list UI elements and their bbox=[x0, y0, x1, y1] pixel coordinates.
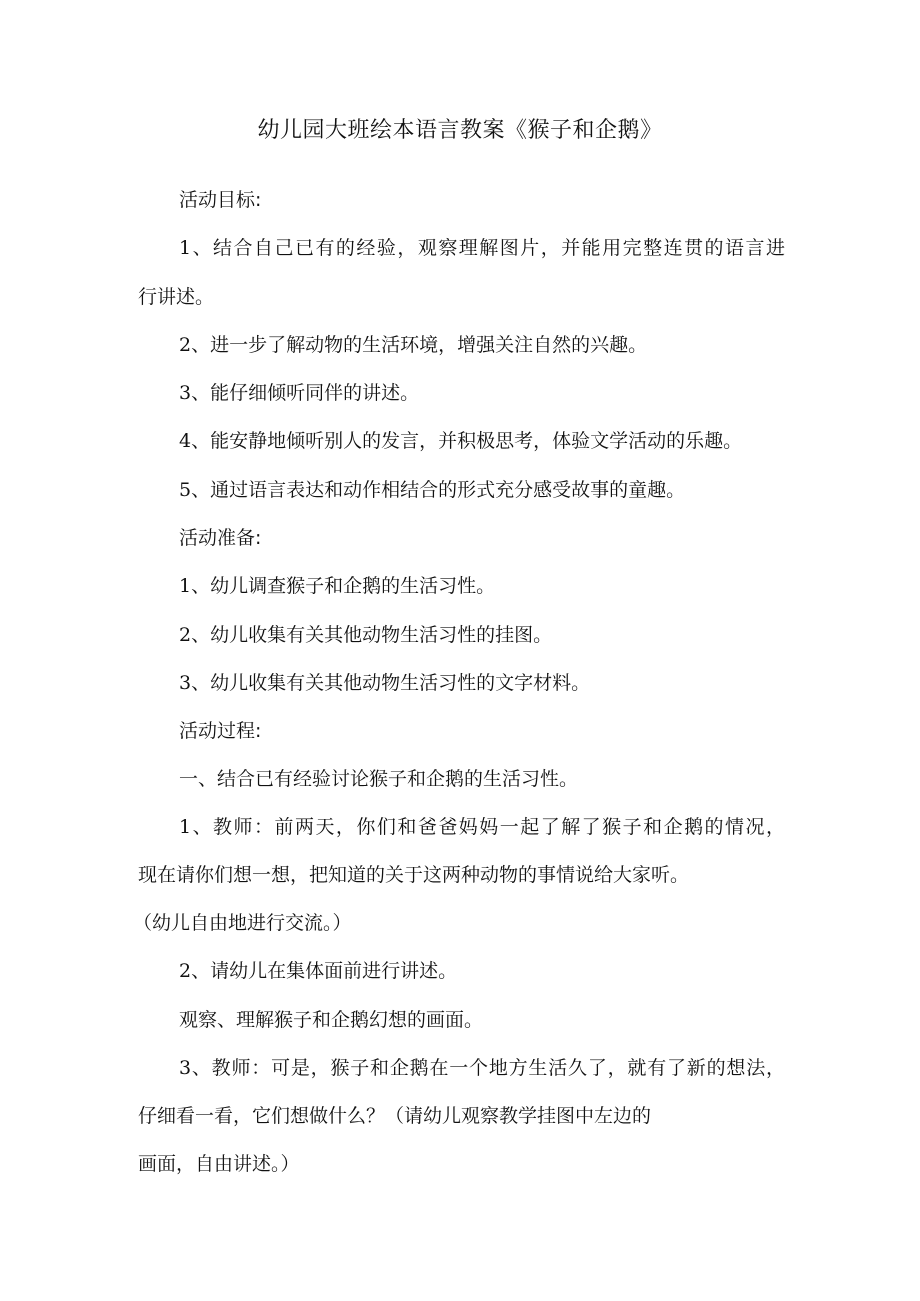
process-paragraph-1-line-2: 现在请你们想一想，把知道的关于这两种动物的事情说给大家听。 bbox=[138, 864, 690, 886]
process-heading: 活动过程: bbox=[179, 720, 262, 742]
process-paragraph-1-line-3: （幼儿自由地进行交流。） bbox=[133, 912, 352, 934]
process-paragraph-4-line-3: 画面，自由讲述。） bbox=[138, 1153, 300, 1175]
goal-1-line-1: 1、结合自己已有的经验，观察理解图片，并能用完整连贯的语言进 bbox=[179, 237, 785, 259]
process-paragraph-1-line-1: 1、教师：前两天，你们和爸爸妈妈一起了解了猴子和企鹅的情况， bbox=[179, 816, 785, 838]
goal-5: 5、通过语言表达和动作相结合的形式充分感受故事的童趣。 bbox=[179, 479, 686, 501]
document-title: 幼儿园大班绘本语言教案《猴子和企鹅》 bbox=[257, 118, 663, 143]
preparation-1: 1、幼儿调查猴子和企鹅的生活习性。 bbox=[179, 575, 496, 597]
process-paragraph-3: 观察、理解猴子和企鹅幻想的画面。 bbox=[179, 1009, 484, 1031]
process-paragraph-2: 2、请幼儿在集体面前进行讲述。 bbox=[179, 960, 458, 982]
process-step-1: 一、结合已有经验讨论猴子和企鹅的生活习性。 bbox=[179, 768, 579, 790]
goal-3: 3、能仔细倾听同伴的讲述。 bbox=[179, 382, 420, 404]
goal-2: 2、进一步了解动物的生活环境，增强关注自然的兴趣。 bbox=[179, 334, 648, 356]
goals-heading: 活动目标: bbox=[179, 189, 262, 211]
goal-1-line-2: 行讲述。 bbox=[138, 286, 215, 308]
process-paragraph-4-line-1: 3、教师：可是，猴子和企鹅在一个地方生活久了，就有了新的想法， bbox=[179, 1057, 785, 1079]
preparation-heading: 活动准备: bbox=[179, 527, 262, 549]
process-paragraph-4-line-2: 仔细看一看，它们想做什么？（请幼儿观察教学挂图中左边的 bbox=[138, 1105, 652, 1127]
preparation-3: 3、幼儿收集有关其他动物生活习性的文字材料。 bbox=[179, 672, 591, 694]
goal-4: 4、能安静地倾听别人的发言，并积极思考，体验文学活动的乐趣。 bbox=[179, 430, 743, 452]
preparation-2: 2、幼儿收集有关其他动物生活习性的挂图。 bbox=[179, 624, 553, 646]
